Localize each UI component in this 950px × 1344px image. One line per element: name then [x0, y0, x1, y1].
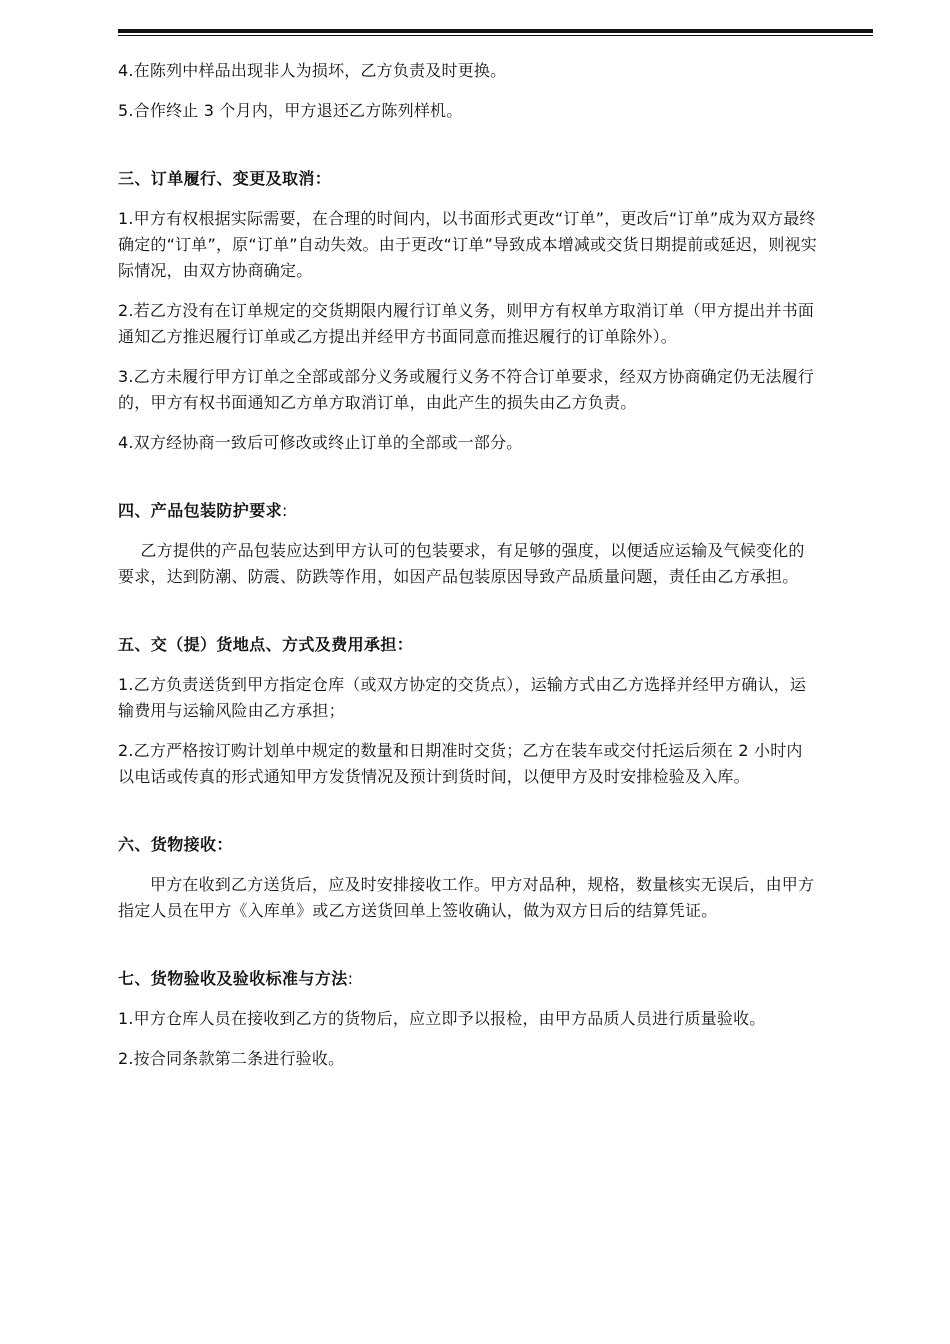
section-6-para-1: 甲方在收到乙方送货后，应及时安排接收工作。甲方对品种，规格，数量核实无误后，由甲方指定人员在甲方《入库单》或乙方送货回单上签收确认，做为双方日后的结算凭证。 — [118, 875, 815, 920]
section-7-title: 七、货物验收及验收标准与方法 — [118, 969, 348, 988]
document-body — [118, 58, 818, 1086]
header-rule-thick — [118, 29, 873, 33]
section-7-colon: : — [347, 969, 354, 988]
section-3-para-2: 2.若乙方没有在订单规定的交货期限内履行订单义务，则甲方有权单方取消订单（甲方提出并书面通知乙方推迟履行订单或乙方提出并经甲方书面同意而推迟履行的订单除外）。 — [118, 301, 815, 346]
section-4-title: 四、产品包装防护要求 — [118, 501, 283, 520]
clause-item-5: 5.合作终止 3 个月内，甲方退还乙方陈列样机。 — [118, 101, 463, 120]
section-5-para-1: 1.乙方负责送货到甲方指定仓库（或双方协定的交货点），运输方式由乙方选择并经甲方确认，运输费用与运输风险由乙方承担； — [118, 675, 807, 720]
section-3-para-4: 4.双方经协商一致后可修改或终止订单的全部或一部分。 — [118, 433, 523, 452]
section-7-heading — [118, 966, 818, 992]
clause-item-4: 4.在陈列中样品出现非人为损坏，乙方负责及时更换。 — [118, 61, 507, 80]
section-3-para-3: 3.乙方未履行甲方订单之全部或部分义务或履行义务不符合订单要求，经双方协商确定仍无法履行的，甲方有权书面通知乙方单方取消订单，由此产生的损失由乙方负责。 — [118, 367, 815, 412]
section-4-para-1: 乙方提供的产品包装应达到甲方认可的包装要求，有足够的强度，以便适应运输及气候变化的要求，达到防潮、防震、防跌等作用，如因产品包装原因导致产品质量问题，责任由乙方承担。 — [118, 541, 805, 586]
section-6-heading: 六、货物接收： — [118, 835, 233, 854]
section-7-para-1: 1.甲方仓库人员在接收到乙方的货物后，应立即予以报检，由甲方品质人员进行质量验收。 — [118, 1009, 766, 1028]
section-7-para-2: 2.按合同条款第二条进行验收。 — [118, 1049, 345, 1068]
section-4-colon: : — [282, 501, 288, 520]
section-3-heading: 三、订单履行、变更及取消： — [118, 169, 332, 188]
section-3-para-1: 1.甲方有权根据实际需要，在合理的时间内，以书面形式更改“订单”，更改后“订单”成为双方最终确定的“订单”，原“订单”自动失效。由于更改“订单”导致成本增减或交货日期提前或延迟，则视实际情况，由双方协商确定。 — [118, 209, 817, 280]
section-5-para-2: 2.乙方严格按订购计划单中规定的数量和日期准时交货；乙方在装车或交付托运后须在 2 小时内以电话或传真的形式通知甲方发货情况及预计到货时间，以便甲方及时安排检验及入库。 — [118, 741, 803, 786]
section-4-heading — [118, 498, 818, 524]
header-rule-thin — [118, 35, 873, 36]
section-5-heading: 五、交（提）货地点、方式及费用承担： — [118, 635, 414, 654]
